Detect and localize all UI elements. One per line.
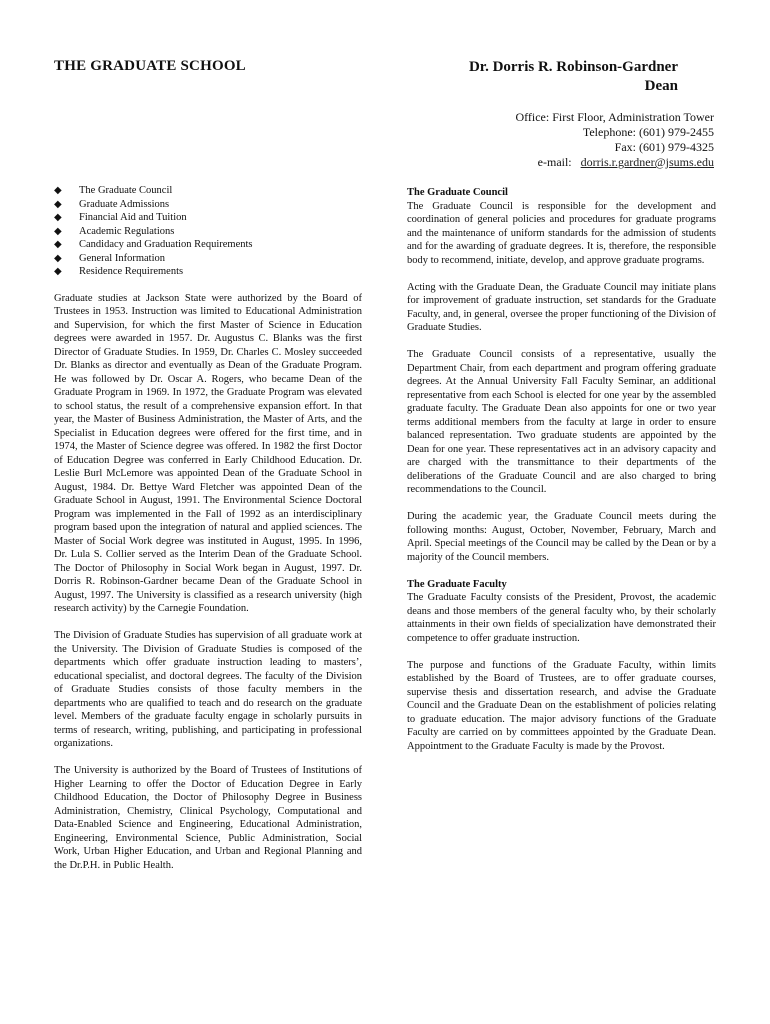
- telephone: Telephone: (601) 979-2455: [582, 125, 714, 139]
- email-line: [515, 155, 714, 170]
- council-paragraph-1: The Graduate Council is responsible for the development and coordination of general policies and procedures for graduate programs and the maintenance of uniform standards for the admission of students and for the awarding of graduate degrees. It is, therefore, the responsible body to recommend, initiate, develop, and approve graduate programs.: [407, 200, 716, 266]
- history-paragraph: Graduate studies at Jackson State were authorized by the Board of Trustees in 1953. Instruction was limited to Educational Administration and Supervision, for which the first Master of Science in Education degrees were awarded in 1957. Dr. Augustus C. Blanks was the first Director of Graduate Studies. In 1959, Dr. Charles C. Mosley succeeded Dr. Blanks as director and eventually as Dean of the Graduate Program. He was followed by Dr. Oscar A. Rogers, who became Dean of the Graduate Program in 1969. In 1972, the Graduate Program was elevated to school status, the result of a comprehensive expansion effort. In that year, the Master of Business Administration, the Master of Arts, and the Specialist in Education degrees were offered for the first time, and in 1974, the Master of Science degree was offered. In 1982 the first Doctor of Education Degree was conferred in Early Childhood Education. Dr. Leslie Burl McLemore was appointed Dean of the Graduate School in August, 1984. Dr. Bettye Ward Fletcher was appointed Dean of the Graduate School in August, 1991. The Environmental Science Doctoral Program was implemented in the Fall of 1992 as an interdisciplinary program based upon the integration of natural and applied sciences. The Master of Social Work degree was instituted in August, 1995. In 1996, Dr. Lula S. Collier served as the Interim Dean of the Graduate School. The Doctor of Philosophy in Social Work began in August, 1997. Dr. Dorris R. Robinson-Gardner became Dean of the Graduate School in August, 1997. The University is classified as a research university (high research activity) by the Carnegie Foundation.: [54, 292, 362, 614]
- toc-item-label: Graduate Admissions: [79, 198, 170, 210]
- toc-item[interactable]: [54, 211, 362, 225]
- council-paragraph-4: During the academic year, the Graduate Council meets during the following months: August, October, November, February, March and April. Special meetings of the Council may be called by the Dean or by a majority of the Council members.: [407, 511, 716, 563]
- council-paragraph-2: Acting with the Graduate Dean, the Graduate Council may initiate plans for improvement of graduate instruction, set standards for the Graduate Faculty, and, in general, oversee the proper functioning of the Division of Graduate Studies.: [407, 281, 716, 333]
- toc-item[interactable]: [54, 198, 362, 212]
- faculty-paragraph-1: The Graduate Faculty consists of the President, Provost, the academic deans and those members of the general faculty who, by their scholarly attainments in their own fields of specialization have demonstrated their competence to offer graduate instruction.: [407, 592, 716, 644]
- toc-item-label: Academic Regulations: [79, 225, 175, 237]
- diamond-bullet-icon: ◆: [54, 185, 62, 196]
- email-link[interactable]: dorris.r.gardner@jsums.edu: [580, 155, 714, 169]
- faculty-paragraph-2: The purpose and functions of the Graduate Faculty, within limits established by the Board of Trustees, are to offer graduate courses, supervise thesis and dissertation research, and advise the Graduate Council and the Graduate Dean on the establishment of policies relating to graduate education. The major advisory functions of the Graduate Faculty are carried on by committees appointed by the Graduate Dean. Appointment to the Graduate Faculty is made by the Provost.: [407, 659, 716, 752]
- toc-item-label: The Graduate Council: [79, 185, 173, 196]
- right-column: [407, 186, 716, 767]
- faculty-heading: The Graduate Faculty: [407, 578, 507, 590]
- office-location: Office: First Floor, Administration Tower: [515, 110, 714, 124]
- degrees-paragraph: The University is authorized by the Board of Trustees of Institutions of Higher Learning to offer the Doctor of Education Degree in Early Childhood Education, the Doctor of Philosophy Degree in Business Administration, Chemistry, Clinical Psychology, Computational and Data-Enabled Science and Engineering, Educational Administration, Engineering, Environmental Science, Public Administration, Social Work, Urban Higher Education, and Urban and Regional Planning and the Dr.P.H. in Public Health.: [54, 765, 362, 871]
- diamond-bullet-icon: ◆: [54, 225, 62, 237]
- toc-item[interactable]: [54, 265, 362, 279]
- diamond-bullet-icon: ◆: [54, 212, 62, 223]
- toc-item-label: Financial Aid and Tuition: [79, 212, 187, 223]
- toc-item[interactable]: [54, 184, 362, 198]
- toc-item-label: Candidacy and Graduation Requirements: [79, 239, 253, 250]
- council-section: [407, 186, 716, 267]
- diamond-bullet-icon: ◆: [54, 239, 62, 250]
- page-title: THE GRADUATE SCHOOL: [54, 58, 246, 74]
- dean-name: Dr. Dorris R. Robinson-Gardner: [468, 59, 678, 75]
- contact-block: [515, 110, 714, 170]
- table-of-contents: [54, 184, 362, 279]
- toc-item[interactable]: [54, 252, 362, 266]
- fax: Fax: (601) 979-4325: [614, 140, 714, 154]
- diamond-bullet-icon: ◆: [54, 198, 62, 210]
- council-paragraph-3: The Graduate Council consists of a representative, usually the Department Chair, from each department and program offering graduate degrees. At the Annual University Fall Faculty Seminar, an additional representative from each School is elected for one year by the assembled graduate faculty. The Graduate Dean also appoints for one or two year terms additional members from the faculty at large in order to ensure balanced representation. Two graduate students are appointed by the Dean for one year. These representatives act in an advisory capacity and are charged with the transmittance to their departments of the deliberations of the Graduate Council and are also charged to bring recommendations to the Council.: [407, 349, 716, 495]
- council-heading: The Graduate Council: [407, 187, 508, 198]
- faculty-section: [407, 578, 716, 646]
- toc-item-label: Residence Requirements: [79, 266, 184, 277]
- diamond-bullet-icon: ◆: [54, 266, 62, 277]
- toc-item[interactable]: [54, 238, 362, 252]
- toc-item[interactable]: [54, 225, 362, 239]
- email-label: e-mail:: [537, 155, 572, 169]
- toc-item-label: General Information: [79, 252, 166, 264]
- dean-block: [469, 58, 678, 96]
- dean-title: Dean: [644, 78, 678, 94]
- left-column: [54, 184, 362, 886]
- diamond-bullet-icon: ◆: [54, 252, 62, 264]
- division-paragraph: The Division of Graduate Studies has supervision of all graduate work at the University. The Division of Graduate Studies is composed of the departments which offer graduate instruction leading to masters’, educational specialist, and doctoral degrees. The faculty of the Division of Graduate Studies consists of those faculty members in the departments who are qualified to teach and do research on the graduate level. Members of the graduate faculty engage in scholarly pursuits in terms of research, writing, publishing, and participating in professional organizations.: [54, 630, 362, 749]
